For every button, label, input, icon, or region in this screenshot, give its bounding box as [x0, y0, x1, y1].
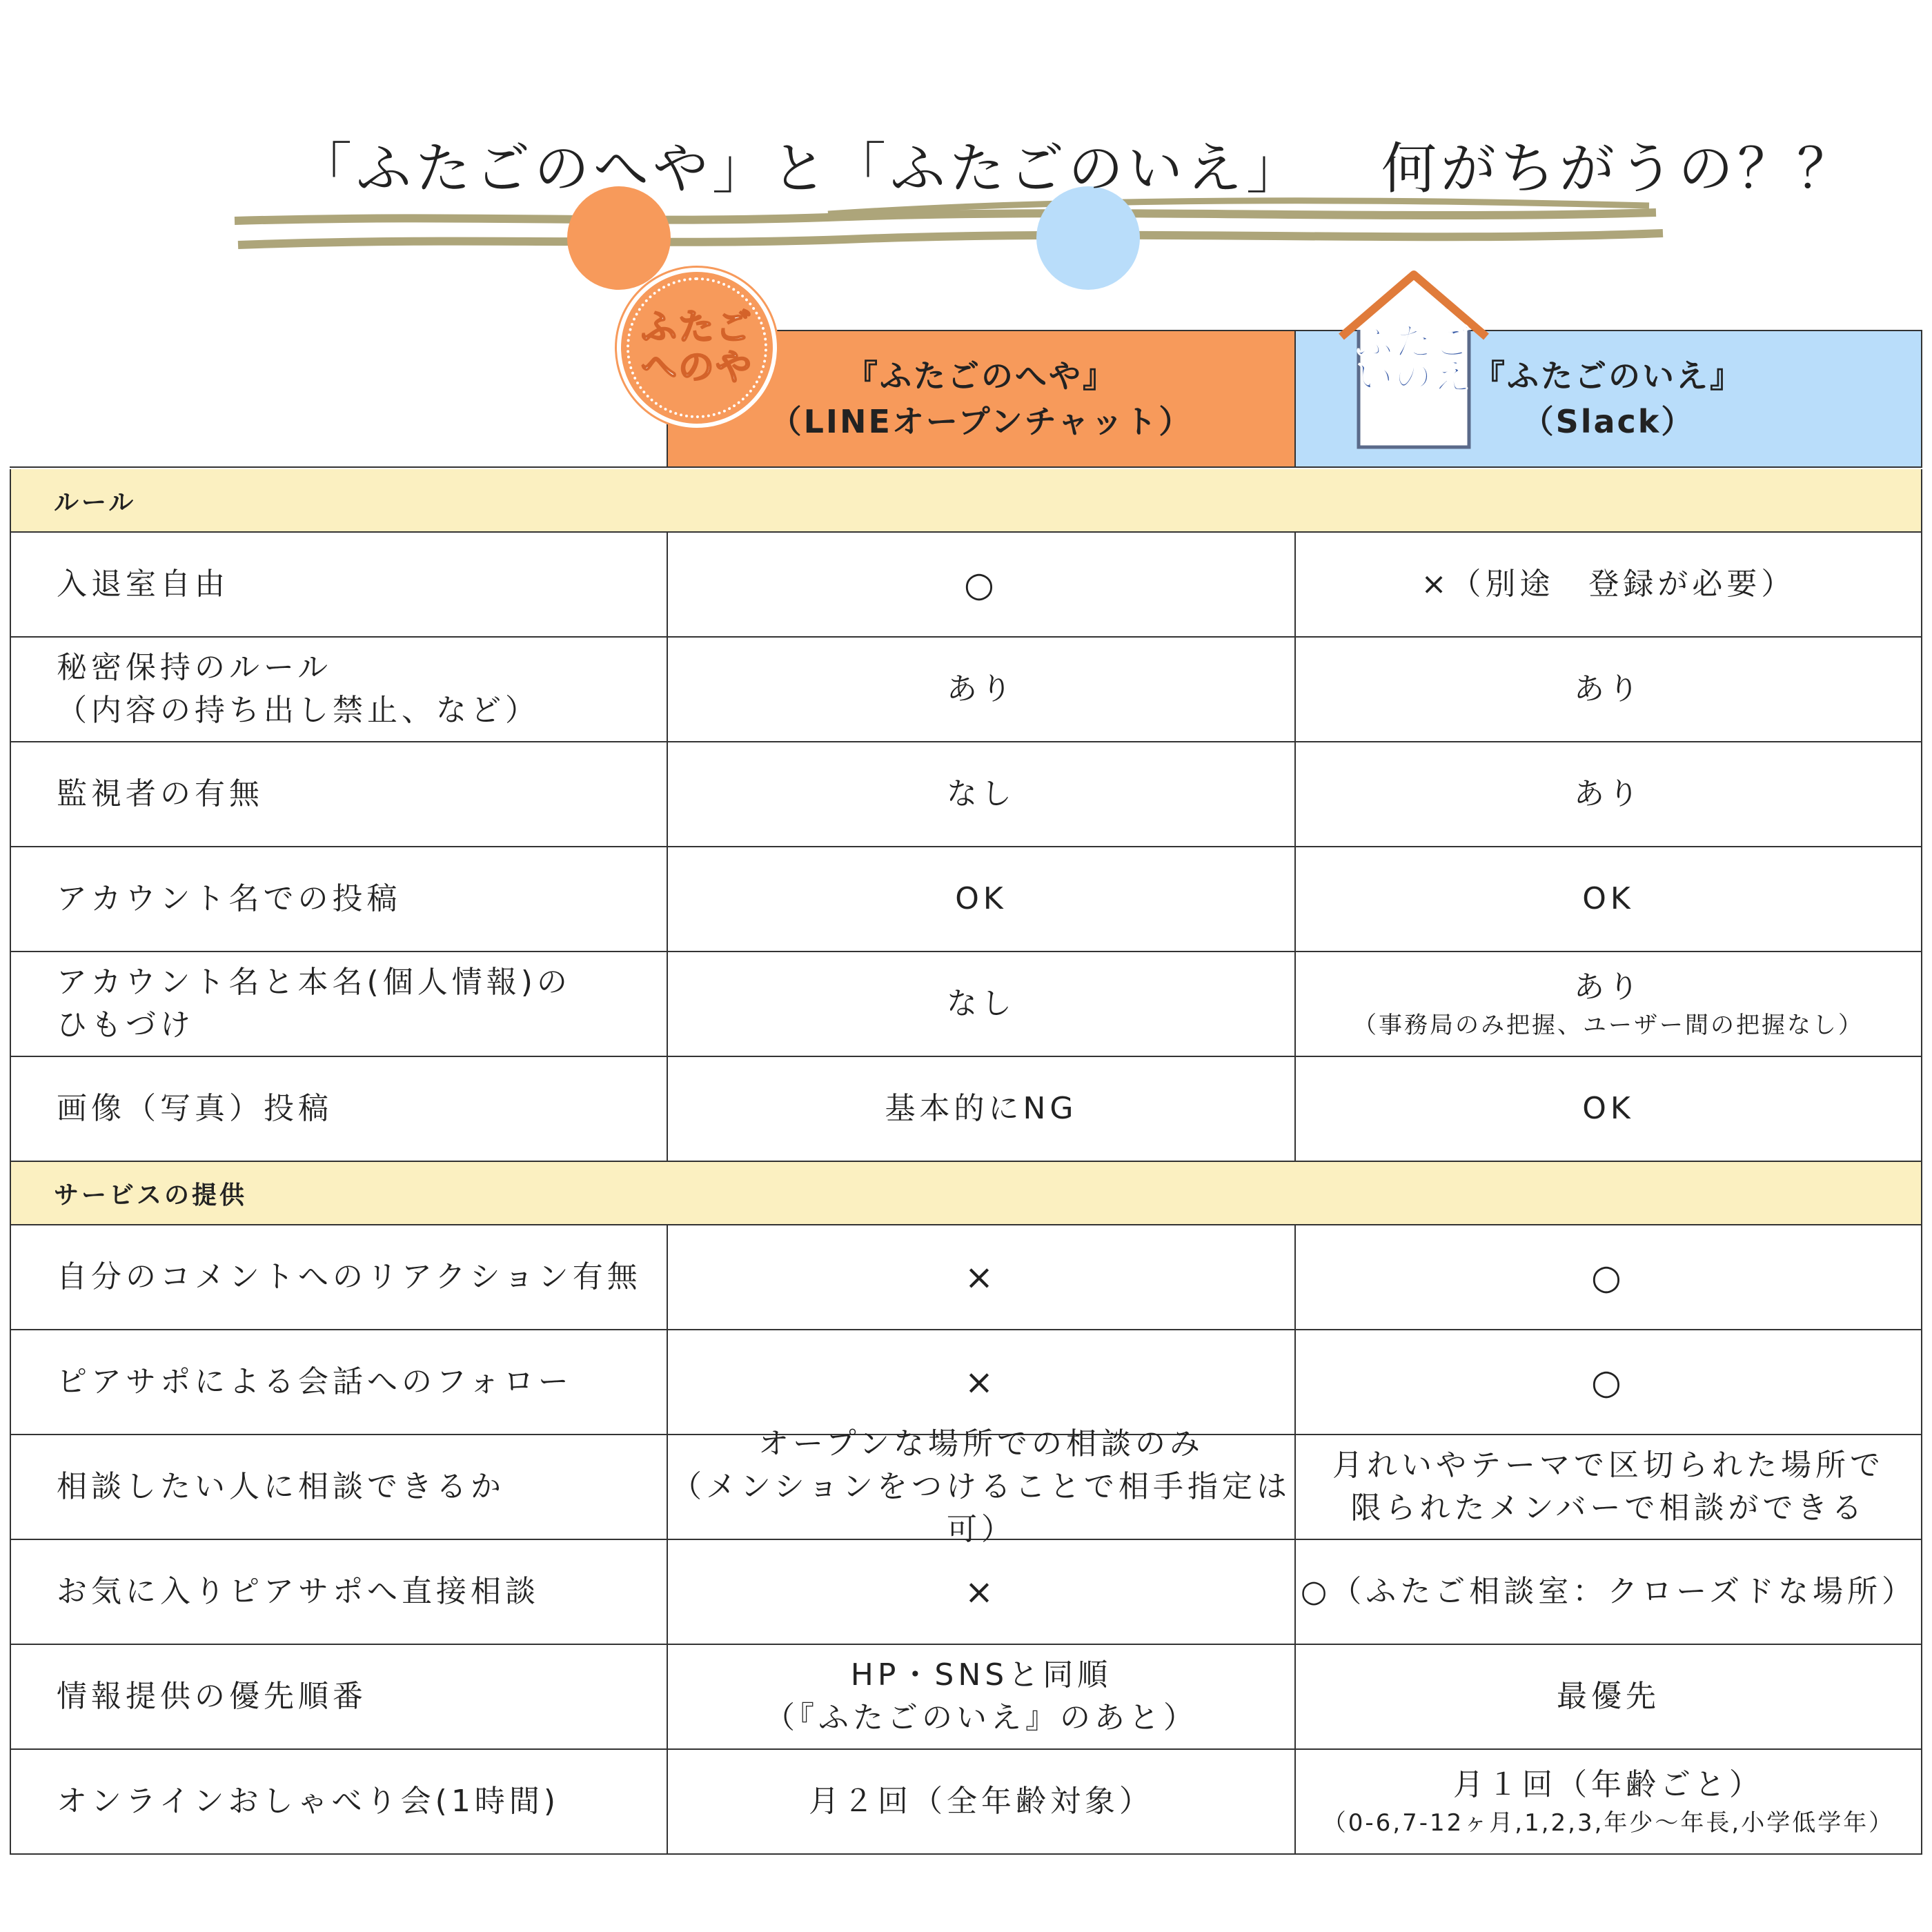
cell-text: ○: [1591, 1362, 1626, 1402]
row-label: [11, 847, 668, 951]
cell-text: ○（ふたご相談室：クローズドな場所）: [1300, 1574, 1917, 1609]
table-row: [10, 1750, 1922, 1855]
cell-text: ×: [965, 1257, 998, 1297]
heya-value: [668, 638, 1296, 741]
cell-text: 基本的にNG: [885, 1091, 1078, 1126]
ie-value: [1296, 1225, 1921, 1329]
ie-logo: ふたご いのえ: [1334, 261, 1493, 461]
heya-value: [668, 1330, 1296, 1434]
cell-text: ×（別途 登録が必要）: [1421, 566, 1796, 602]
row-label: [11, 1750, 668, 1853]
ie-value: [1296, 1435, 1921, 1539]
cell-text: あり: [1574, 776, 1643, 811]
ie-value: [1296, 1645, 1921, 1748]
table-header: [10, 307, 1922, 469]
table-row: [10, 952, 1922, 1057]
ie-value: [1296, 952, 1921, 1056]
section-services: サービスの提供: [10, 1162, 1922, 1225]
cell-text: アカウント名と本名(個人情報)の: [57, 965, 571, 1000]
cell-text: なし: [947, 776, 1016, 811]
row-label: [11, 1225, 668, 1329]
row-label: [11, 638, 668, 741]
heya-value: [668, 1645, 1296, 1748]
cell-text: 月２回（全年齢対象）: [809, 1784, 1154, 1819]
row-label: [11, 1057, 668, 1161]
table-row: [10, 1330, 1922, 1435]
table-row: [10, 1426, 1922, 1547]
cell-text: ×: [965, 1362, 998, 1402]
cell-text: アカウント名での投稿: [57, 881, 402, 916]
title-area: [0, 83, 1932, 262]
heya-logo: ふたご へのや: [617, 268, 777, 428]
table-row: [10, 742, 1922, 847]
cell-text: 秘密保持のルール: [57, 650, 333, 685]
cell-text: オンラインおしゃべり会(1時間): [57, 1784, 560, 1819]
cell-text: ○: [964, 564, 998, 604]
cell-text: 相談したい人に相談できるか: [57, 1469, 505, 1504]
heya-value: [668, 533, 1296, 636]
cell-text: 月れいやテーマで区切られた場所で: [1332, 1448, 1884, 1483]
ie-value: [1296, 638, 1921, 741]
cell-text: 監視者の有無: [57, 776, 264, 811]
heya-value: [668, 1057, 1296, 1161]
column-header-heya: 『ふたごのへや』 （LINEオープンチャット）: [667, 330, 1296, 468]
heya-value: [668, 1225, 1296, 1329]
row-label: [11, 1435, 668, 1539]
heya-value: [668, 1426, 1296, 1547]
cell-text: なし: [947, 986, 1016, 1021]
cell-text: 月１回（年齢ごと）: [1453, 1767, 1764, 1802]
cell-text: 入退室自由: [57, 566, 229, 602]
ie-value: [1296, 847, 1921, 951]
ie-value: [1296, 1057, 1921, 1161]
cell-text: （内容の持ち出し禁止、など）: [57, 693, 540, 728]
table-row: [10, 1645, 1922, 1750]
ie-value: [1296, 1330, 1921, 1434]
cell-text: （『ふたごのいえ』のあと）: [765, 1700, 1198, 1735]
heya-value: [668, 1540, 1296, 1644]
cell-text: オープンな場所での相談のみ: [758, 1426, 1205, 1461]
cell-text: OK: [1582, 881, 1635, 916]
heya-value: [668, 847, 1296, 951]
cell-note: （0-6,7-12ヶ月,1,2,3,年少～年長,小学低学年）: [1322, 1809, 1895, 1837]
cell-text: ×: [965, 1572, 998, 1612]
table-row: [10, 1225, 1922, 1330]
cell-text: 情報提供の優先順番: [57, 1679, 367, 1714]
comparison-table: [10, 307, 1922, 1855]
cell-text: HP・SNSと同順: [850, 1657, 1112, 1693]
ie-value: [1296, 533, 1921, 636]
table-row: [10, 1057, 1922, 1162]
row-label: [11, 1540, 668, 1644]
cell-text: お気に入りピアサポへ直接相談: [57, 1574, 540, 1609]
row-label: [11, 533, 668, 636]
cell-text: あり: [1574, 969, 1643, 1005]
cell-text: あり: [947, 671, 1016, 707]
cell-text: あり: [1574, 671, 1643, 707]
column-header-ie: 『ふたごのいえ』 （Slack）: [1294, 330, 1922, 468]
table-row: [10, 847, 1922, 952]
ie-value: [1296, 742, 1921, 846]
table-row: [10, 1540, 1922, 1645]
cell-text: OK: [1582, 1091, 1635, 1126]
heya-value: [668, 742, 1296, 846]
page-title: 「ふたごのへや」と「ふたごのいえ」 何がちがうの？？: [297, 137, 1856, 201]
cell-text: OK: [955, 881, 1007, 916]
row-label: [11, 742, 668, 846]
row-label: [11, 1645, 668, 1748]
section-rules: ルール: [10, 469, 1922, 533]
ie-value: [1296, 1540, 1921, 1644]
cell-text: 最優先: [1557, 1679, 1660, 1714]
cell-text: 画像（写真）投稿: [57, 1091, 333, 1126]
cell-text: 自分のコメントへのリアクション有無: [57, 1259, 642, 1294]
heya-value: [668, 952, 1296, 1056]
table-row: [10, 638, 1922, 742]
ie-value: [1296, 1750, 1921, 1853]
cell-text: 限られたメンバーで相談ができる: [1350, 1490, 1866, 1526]
row-label: [11, 952, 668, 1056]
cell-text: ピアサポによる会話へのフォロー: [57, 1364, 573, 1399]
cell-text: ひもづけ: [57, 1007, 195, 1043]
row-label: [11, 1330, 668, 1434]
cell-text: （メンションをつけることで相手指定は可）: [671, 1469, 1292, 1547]
heya-value: [668, 1750, 1296, 1853]
table-row: [10, 533, 1922, 638]
cell-note: （事務局のみ把握、ユーザー間の把握なし）: [1353, 1012, 1864, 1039]
cell-text: ○: [1591, 1257, 1626, 1297]
